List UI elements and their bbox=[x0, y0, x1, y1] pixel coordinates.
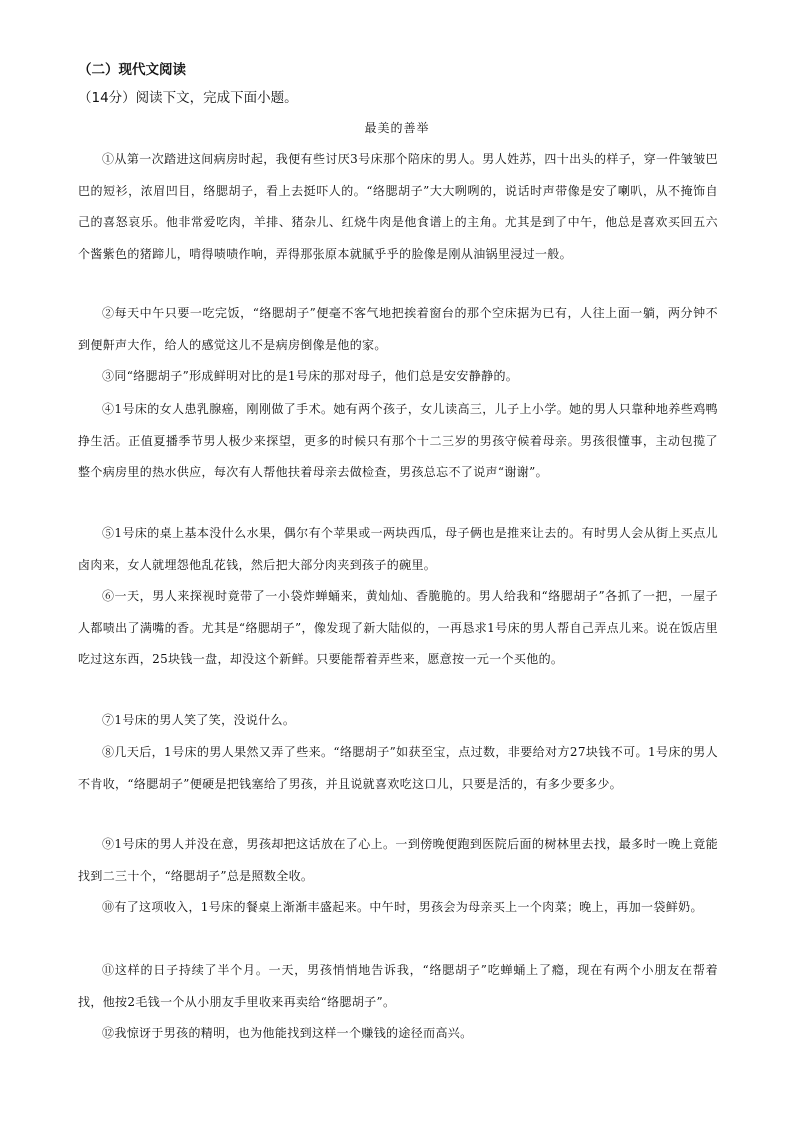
paragraph-7: ⑦1号床的男人笑了笑，没说什么。 bbox=[102, 713, 296, 727]
paragraph-11: ⑪这样的日子持续了半个月。一天，男孩悄悄地告诉我，“络腮胡子”吃蝉蛹上了瘾，现在有两个小朋友在帮着找，他按2毛钱一个从小朋友手里收来再卖给“络腮胡子”。 bbox=[78, 963, 718, 1009]
paragraph-6: ⑥一天，男人来探视时竟带了一小袋炸蝉蛹来，黄灿灿、香脆脆的。男人给我和“络腮胡子”各抓了一把，一屋子人都啧出了满嘴的香。尤其是“络腮胡子”，像发现了新大陆似的，一再恳求1号床的男人帮自己弄点儿来。说在饭店里吃过这东西，25块钱一盘，却没这个新鲜。只要能帮着弄些来，愿意按一元一个买他的。 bbox=[78, 589, 718, 666]
essay-title: 最美的善举 bbox=[364, 121, 430, 135]
paragraph-3: ③同“络腮胡子”形成鲜明对比的是1号床的那对母子，他们总是安安静静的。 bbox=[102, 369, 519, 383]
paragraph-4: ④1号床的女人患乳腺癌，刚刚做了手术。她有两个孩子，女儿读高三，儿子上小学。她的男人只靠种地养些鸡鸭挣生活。正值夏播季节男人极少来探望，更多的时候只有那个十二三岁的男孩守候着母亲。男孩很懂事，主动包揽了整个病房里的热水供应，每次有人帮他扶着母亲去做检查，男孩总忘不了说声“谢谢”。 bbox=[78, 402, 718, 479]
paragraph-2: ②每天中午只要一吃完饭，“络腮胡子”便毫不客气地把挨着窗台的那个空床据为已有，人往上面一躺，两分钟不到便鼾声大作，给人的感觉这儿不是病房倒像是他的家。 bbox=[78, 306, 718, 352]
paragraph-10: ⑩有了这项收入，1号床的餐桌上渐渐丰盛起来。中午时，男孩会为母亲买上一个肉菜；晚上，再加一袋鲜奶。 bbox=[102, 900, 703, 914]
instruction-text: （14分）阅读下文，完成下面小题。 bbox=[78, 90, 298, 106]
paragraph-9: ⑨1号床的男人并没在意，男孩却把这话放在了心上。一到傍晚便跑到医院后面的树林里去找，最多时一晚上竟能找到二三十个，“络腮胡子”总是照数全收。 bbox=[78, 837, 718, 883]
section-title: （二）现代文阅读 bbox=[78, 62, 186, 78]
paragraph-12: ⑫我惊讶于男孩的精明，也为他能找到这样一个赚钱的途径而高兴。 bbox=[102, 1026, 473, 1040]
paragraph-1: ①从第一次踏进这间病房时起，我便有些讨厌3号床那个陪床的男人。男人姓苏，四十出头的样子，穿一件皱皱巴巴的短衫，浓眉凹目，络腮胡子，看上去挺吓人的。“络腮胡子”大大咧咧的，说话时声带像是安了喇叭，从不掩饰自己的喜怒哀乐。他非常爱吃肉，羊排、猪杂儿、红烧牛肉是他食谱上的主角。尤其是到了中午，他总是喜欢买回五六个酱紫色的猪蹄儿，啃得啧啧作响，弄得那张原本就腻乎乎的脸像是刚从油锅里浸过一般。 bbox=[78, 152, 718, 261]
paragraph-8: ⑧几天后，1号床的男人果然又弄了些来。“络腮胡子”如获至宝，点过数，非要给对方27块钱不可。1号床的男人不肯收，“络腮胡子”便硬是把钱塞给了男孩，并且说就喜欢吃这口儿，只要是活的，有多少要多少。 bbox=[78, 745, 718, 791]
paragraph-5: ⑤1号床的桌上基本没什么水果，偶尔有个苹果或一两块西瓜，母子俩也是推来让去的。有时男人会从街上买点儿卤肉来，女人就埋怨他乱花钱，然后把大部分肉夹到孩子的碗里。 bbox=[78, 526, 718, 572]
